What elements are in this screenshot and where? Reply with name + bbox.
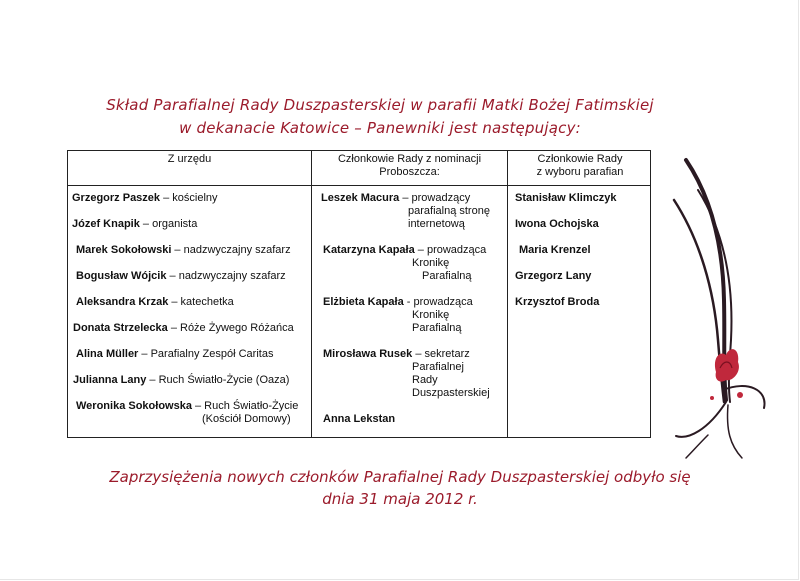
- header-elected-line-2: z wyboru parafian: [536, 166, 624, 178]
- council-table: [67, 150, 651, 438]
- table-row: [519, 244, 591, 257]
- member-role-continued: Parafialną: [422, 270, 472, 282]
- table-row: [515, 270, 591, 283]
- member-role-continued: Parafialnej: [412, 361, 464, 373]
- table-row: [321, 192, 470, 205]
- member-name: Grzegorz Paszek: [72, 192, 161, 204]
- member-name: Krzysztof Broda: [515, 296, 600, 308]
- table-row: [72, 192, 218, 205]
- member-name: Anna Lekstan: [323, 413, 396, 425]
- table-row: [515, 218, 599, 231]
- table-row: [323, 348, 470, 361]
- column-divider: [507, 151, 508, 437]
- flourish-tendril: [676, 402, 726, 437]
- header-ex-officio-label: Z urzędu: [167, 153, 212, 165]
- member-name: Weronika Sokołowska: [76, 400, 192, 412]
- table-row: [73, 374, 289, 387]
- table-row: [76, 296, 234, 309]
- floral-flourish-icon: [668, 140, 778, 470]
- member-role: – nadzwyczajny szafarz: [166, 270, 286, 282]
- header-nominated: [312, 153, 507, 179]
- member-name: Maria Krenzel: [519, 244, 591, 256]
- heading-line-2: w dekanacie Katowice – Panewniki jest następujący:: [179, 119, 581, 137]
- table-row: [515, 192, 617, 205]
- table-row: [323, 244, 486, 257]
- member-role: – Ruch Światło-Życie (Oaza): [146, 374, 290, 386]
- table-row: [72, 218, 197, 231]
- member-name: Stanisław Klimczyk: [515, 192, 617, 204]
- header-nominated-line-2: Proboszcza:: [379, 166, 440, 178]
- member-role: – Róże Żywego Różańca: [167, 322, 294, 334]
- member-role-continued: Kronikę: [412, 309, 450, 321]
- member-name: Leszek Macura: [321, 192, 400, 204]
- footer-line-1: Zaprzysiężenia nowych członków Parafialnej Rady Duszpasterskiej odbyło się: [109, 468, 691, 486]
- table-row: [323, 413, 395, 426]
- member-name: Marek Sokołowski: [76, 244, 172, 256]
- member-role-continued: internetową: [408, 218, 465, 230]
- member-role: – nadzwyczajny szafarz: [171, 244, 291, 256]
- member-name: Bogusław Wójcik: [76, 270, 167, 282]
- member-role: - prowadząca: [403, 296, 473, 308]
- member-role-continued: Duszpasterskiej: [412, 387, 490, 399]
- member-name: Józef Knapik: [72, 218, 140, 230]
- member-role: – sekretarz: [412, 348, 470, 360]
- member-role-continued: Parafialną: [412, 322, 462, 334]
- table-row: [76, 244, 291, 257]
- header-elected: [508, 153, 652, 179]
- table-row: [323, 296, 473, 309]
- member-name: Donata Strzelecka: [73, 322, 168, 334]
- flourish-tendril: [686, 435, 708, 458]
- member-name: Iwona Ochojska: [515, 218, 599, 230]
- member-name: Elżbieta Kapała: [323, 296, 404, 308]
- member-role: – prowadząca: [414, 244, 487, 256]
- member-name: Katarzyna Kapała: [323, 244, 415, 256]
- member-role-continued: parafialną stronę: [408, 205, 490, 217]
- member-name: Alina Müller: [76, 348, 139, 360]
- member-role: – Parafialny Zespół Caritas: [138, 348, 274, 360]
- member-role: – prowadzący: [399, 192, 471, 204]
- column-divider: [311, 151, 312, 437]
- table-row: [76, 270, 286, 283]
- heading-line-1: Skład Parafialnej Rady Duszpasterskiej w parafii Matki Bożej Fatimskiej: [106, 96, 654, 114]
- footer-line-2: dnia 31 maja 2012 r.: [322, 490, 478, 508]
- member-role-continued: Rady: [412, 374, 438, 386]
- flourish-tendril: [728, 405, 742, 458]
- header-nominated-line-1: Członkowie Rady z nominacji: [337, 153, 482, 165]
- member-name: Julianna Lany: [73, 374, 147, 386]
- table-row: [515, 296, 599, 309]
- header-divider: [68, 185, 650, 186]
- member-role-continued: (Kościół Domowy): [202, 413, 291, 425]
- member-name: Mirosława Rusek: [323, 348, 413, 360]
- member-role: – Ruch Światło-Życie: [191, 400, 299, 412]
- header-ex-officio: [68, 153, 311, 166]
- member-name: Aleksandra Krzak: [76, 296, 169, 308]
- table-row: [76, 348, 273, 361]
- member-role: – katechetka: [168, 296, 234, 308]
- member-role-continued: Kronikę: [412, 257, 450, 269]
- member-role: – organista: [139, 218, 198, 230]
- table-row: [76, 400, 298, 413]
- table-row: [73, 322, 294, 335]
- member-name: Grzegorz Lany: [515, 270, 592, 282]
- member-role: – kościelny: [160, 192, 218, 204]
- header-elected-line-1: Członkowie Rady: [537, 153, 623, 165]
